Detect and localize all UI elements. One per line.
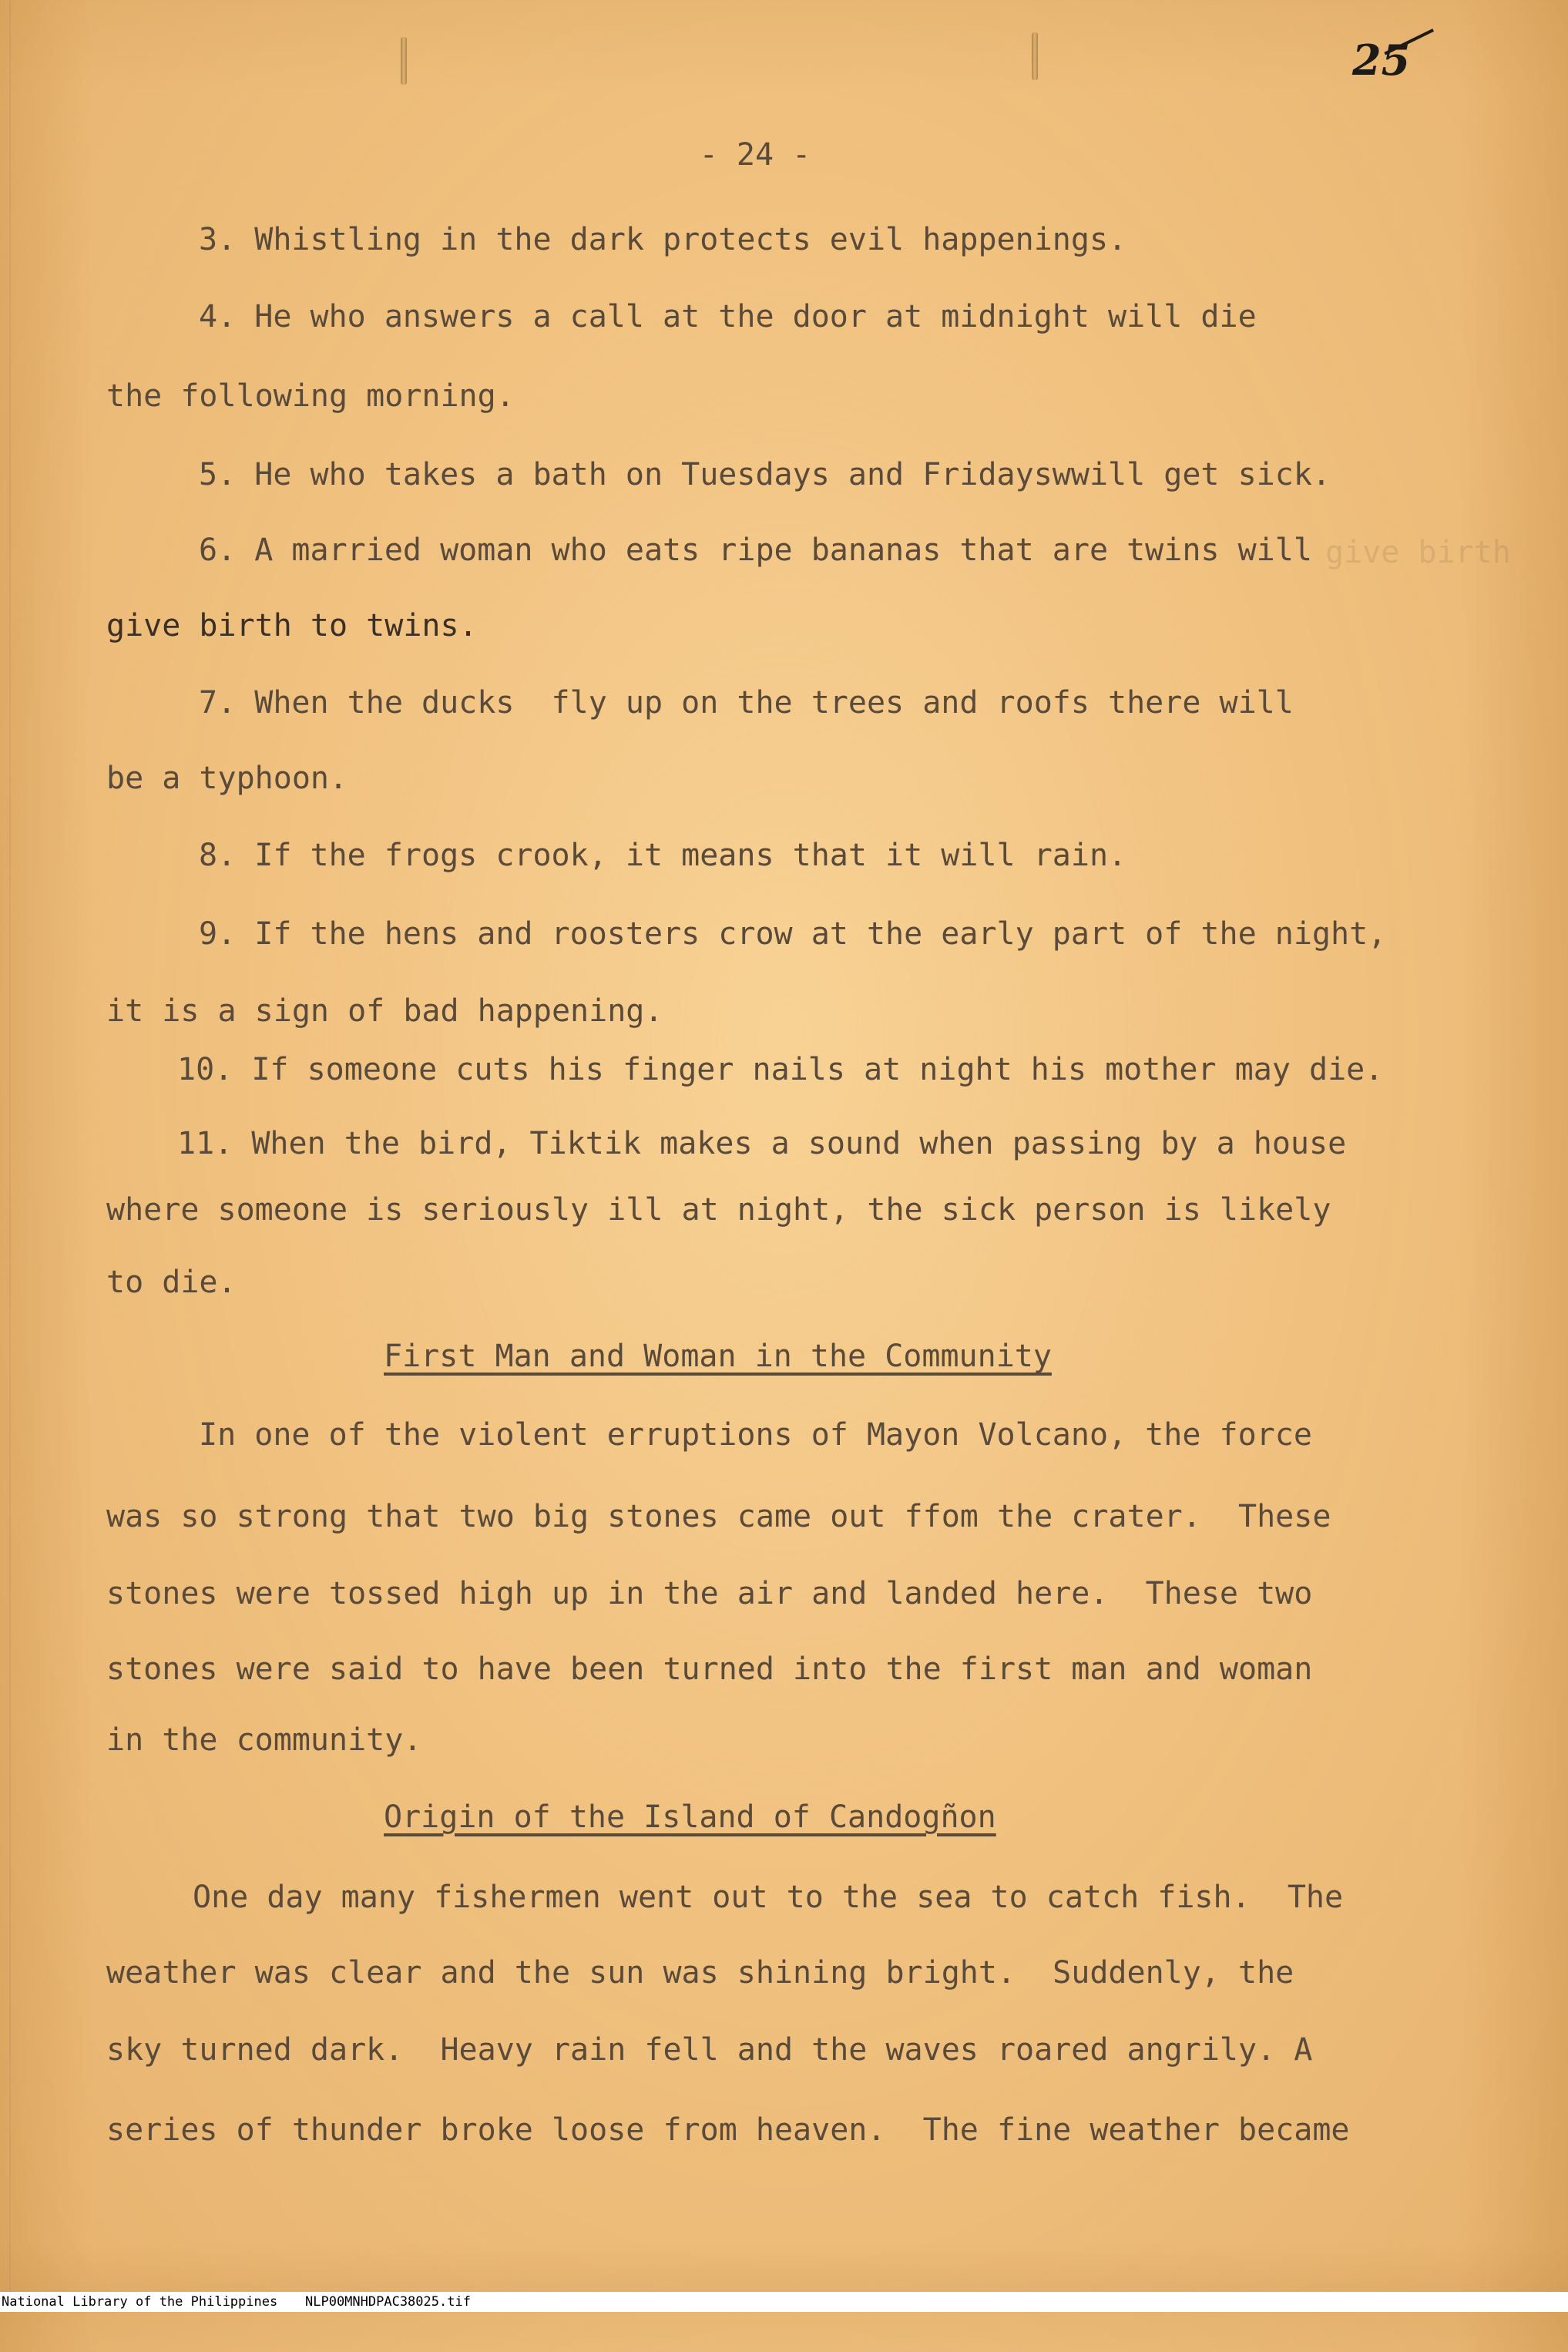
superstition-4-cont: the following morning. (106, 378, 515, 414)
superstition-10: 10. If someone cuts his finger nails at night his mother may die. (177, 1052, 1384, 1087)
footer-institution: National Library of the Philippines (2, 2294, 278, 2310)
first-man-para-line-4: stones were said to have been turned into the first man and woman (106, 1651, 1313, 1687)
superstition-11: 11. When the bird, Tiktik makes a sound when passing by a house (177, 1126, 1347, 1161)
footer-filename: NLP00MNHDPAC38025.tif (305, 2294, 471, 2310)
heading-first-man-and-woman: First Man and Woman in the Community (384, 1339, 1052, 1374)
staple-mark-left (401, 37, 407, 85)
first-man-para-line-5: in the community. (106, 1722, 422, 1758)
superstition-6: 6. A married woman who eats ripe bananas that are twins will (199, 533, 1312, 568)
superstition-9: 9. If the hens and roosters crow at the early part of the night, (199, 916, 1387, 952)
first-man-para-line-3: stones were tossed high up in the air and landed here. These two (106, 1576, 1313, 1611)
superstition-8: 8. If the frogs crook, it means that it will rain. (199, 838, 1127, 873)
heading-origin-of-island: Origin of the Island of Candogñon (384, 1799, 996, 1835)
superstition-9-cont: it is a sign of bad happening. (106, 993, 663, 1029)
margin-rule (9, 0, 11, 2312)
handwritten-folio-number: 25 (1352, 35, 1411, 85)
origin-para-line-3: sky turned dark. Heavy rain fell and the waves roared angrily. A (106, 2032, 1313, 2068)
archive-footer-strip (0, 2292, 1568, 2312)
faded-strikeover-text: give birth (1325, 535, 1511, 570)
superstition-7: 7. When the ducks fly up on the trees and roofs there will (199, 685, 1294, 721)
superstition-4: 4. He who answers a call at the door at midnight will die (199, 299, 1257, 334)
staple-mark-right (1032, 32, 1038, 80)
origin-para-line-2: weather was clear and the sun was shining bright. Suddenly, the (106, 1955, 1294, 1991)
superstition-11-cont-1: where someone is seriously ill at night, the sick person is likely (106, 1192, 1331, 1228)
origin-para-line-1: One day many fishermen went out to the sea to catch fish. The (193, 1880, 1344, 1915)
superstition-3: 3. Whistling in the dark protects evil happenings. (199, 222, 1127, 257)
superstition-6-cont: give birth to twins. (106, 608, 478, 643)
first-man-para-line-2: was so strong that two big stones came out ffom the crater. These (106, 1499, 1331, 1534)
superstition-11-cont-2: to die. (106, 1265, 237, 1300)
page-number: - 24 - (699, 137, 811, 173)
first-man-para-line-1: In one of the violent erruptions of Mayon Volcano, the force (199, 1417, 1312, 1453)
origin-para-line-4: series of thunder broke loose from heaven. The fine weather became (106, 2112, 1350, 2148)
superstition-5: 5. He who takes a bath on Tuesdays and Fridayswwill get sick. (199, 457, 1331, 492)
superstition-7-cont: be a typhoon. (106, 761, 348, 796)
